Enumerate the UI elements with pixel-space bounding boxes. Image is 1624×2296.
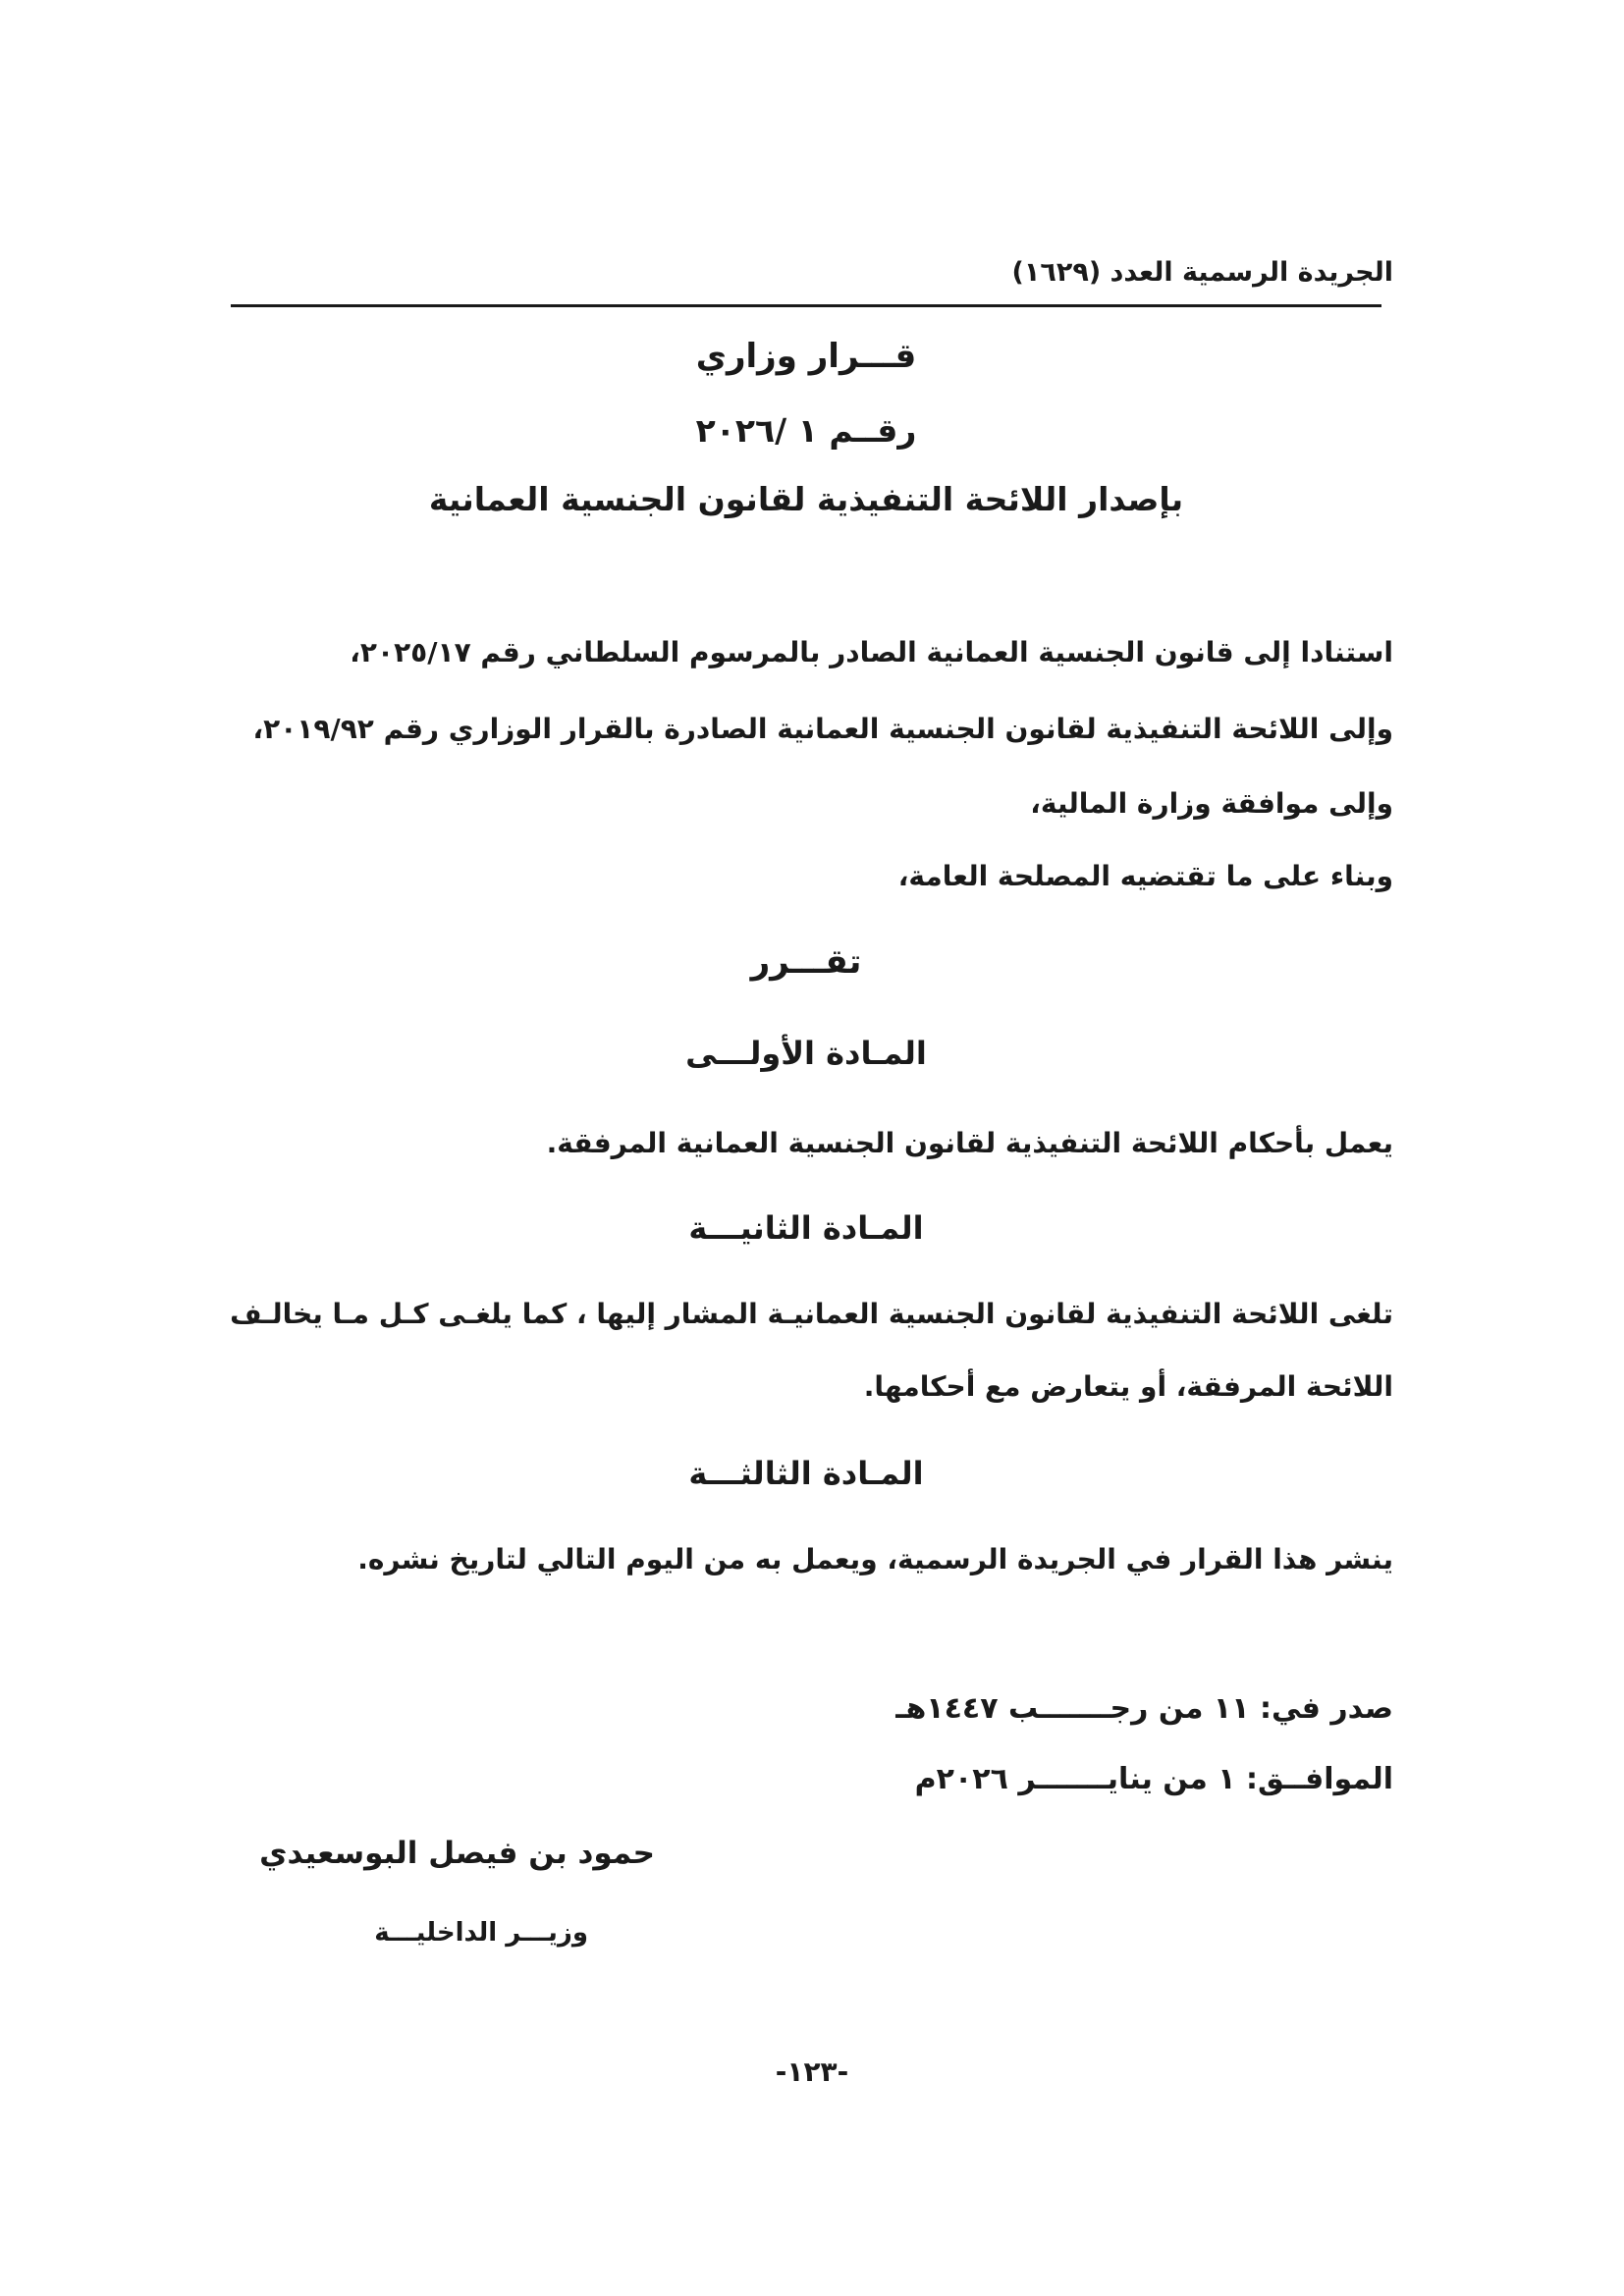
preamble-line-1: استنادا إلى قانون الجنسية العمانية الصادر بالمرسوم السلطاني رقم ٢٠٢٥/١٧،	[350, 636, 1393, 668]
header-divider	[231, 304, 1381, 307]
article-2-text-line-2: اللائحة المرفقة، أو يتعارض مع أحكامها.	[863, 1370, 1393, 1403]
signatory-name: حمود بن فيصل البوسعيدي	[259, 1836, 655, 1871]
decision-subject: بإصدار اللائحة التنفيذية لقانون الجنسية العمانية	[428, 480, 1184, 518]
issued-date: صدر في: ١١ من رجـــــــب ١٤٤٧هـ	[895, 1691, 1393, 1726]
gazette-issue-header: الجريدة الرسمية العدد (١٦٢٩)	[1011, 257, 1393, 288]
article-1-text: يعمل بأحكام اللائحة التنفيذية لقانون الجنسية العمانية المرفقة.	[546, 1127, 1393, 1159]
article-2-heading: المـادة الثانيـــة	[688, 1209, 924, 1247]
preamble-line-3: وإلى موافقة وزارة المالية،	[1030, 787, 1393, 820]
corresponding-date: الموافــق: ١ من ينايـــــــر ٢٠٢٦م	[914, 1762, 1393, 1796]
page-number: -١٢٣-	[775, 2056, 849, 2088]
signatory-title: وزيـــر الداخليـــة	[374, 1918, 588, 1948]
decides-heading: تقـــرر	[750, 942, 862, 982]
preamble-line-4: وبناء على ما تقتضيه المصلحة العامة،	[897, 860, 1393, 892]
article-2-text-line-1: تلغى اللائحة التنفيذية لقانون الجنسية العمانيـة المشار إليها ، كما يلغـى كـل مـا يخالـف	[230, 1298, 1393, 1330]
decision-title: قـــرار وزاري	[695, 337, 917, 376]
article-3-text: ينشر هذا القرار في الجريدة الرسمية، ويعمل به من اليوم التالي لتاريخ نشره.	[357, 1543, 1393, 1575]
article-1-heading: المـادة الأولـــى	[685, 1035, 927, 1072]
decision-number: رقــم ١ /٢٠٢٦	[695, 411, 917, 450]
preamble-line-2: وإلى اللائحة التنفيذية لقانون الجنسية العمانية الصادرة بالقرار الوزاري رقم ٢٠١٩/٩٢،	[252, 713, 1393, 745]
article-3-heading: المـادة الثالثـــة	[688, 1455, 924, 1492]
